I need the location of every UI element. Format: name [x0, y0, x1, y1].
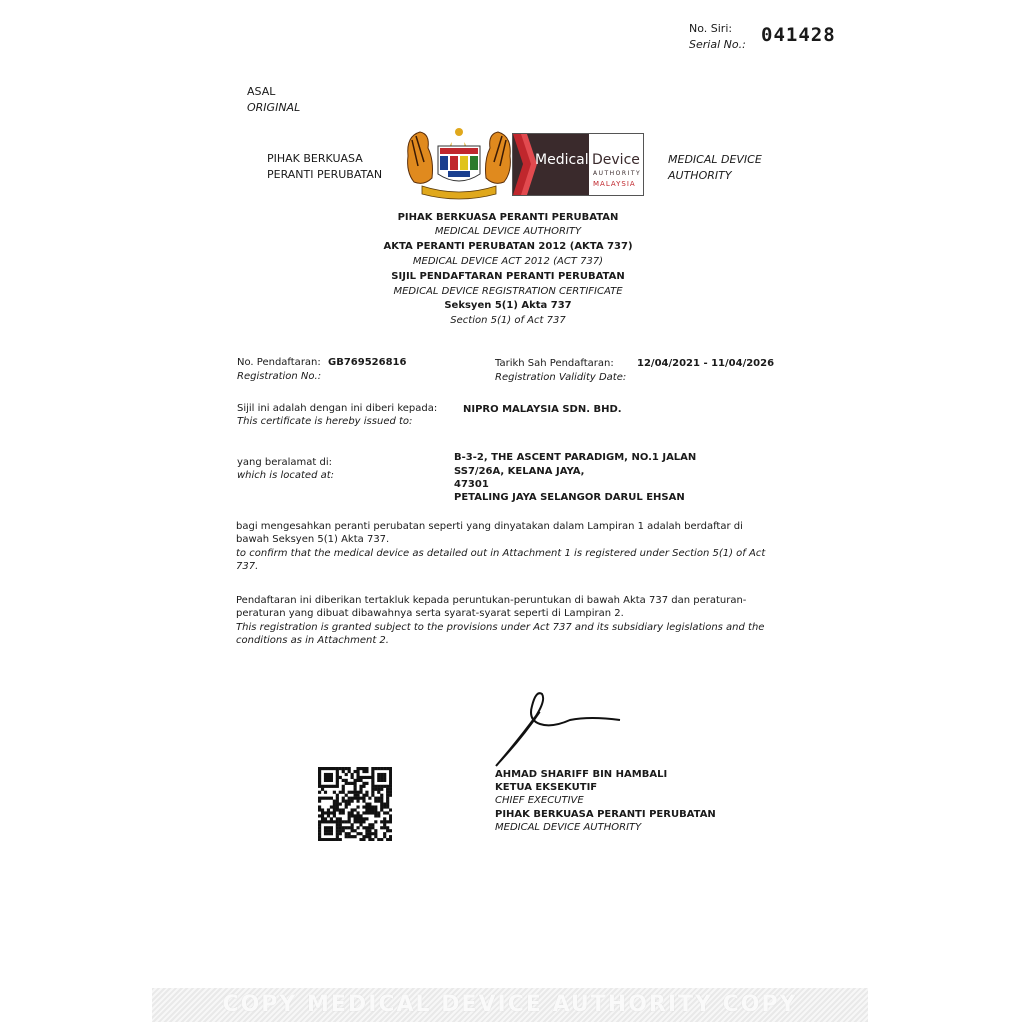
mda-logo-medical: Medical [535, 152, 589, 168]
signatory-org-ms: PIHAK BERKUASA PERANTI PERUBATAN [495, 809, 716, 820]
serial-number: 041428 [761, 24, 836, 46]
mda-logo [512, 133, 644, 196]
copy-type-en: ORIGINAL [247, 101, 301, 114]
title-line-3: AKTA PERANTI PERUBATAN 2012 (AKTA 737) [383, 241, 633, 252]
registration-label-en: Registration No.: [237, 371, 322, 382]
issued-to-label-ms: Sijil ini adalah dengan ini diberi kepada: [237, 403, 438, 414]
para2-en-line2: conditions as in Attachment 2. [236, 635, 389, 646]
address-line-4: PETALING JAYA SELANGOR DARUL EHSAN [454, 492, 685, 503]
signature-icon [490, 688, 630, 770]
title-line-5: SIJIL PENDAFTARAN PERANTI PERUBATAN [391, 271, 625, 282]
registration-label-ms: No. Pendaftaran: [237, 357, 321, 368]
watermark-banner: COPY MEDICAL DEVICE AUTHORITY COPY [152, 988, 868, 1022]
mda-logo-device: Device [592, 152, 640, 168]
issued-to-label-en: This certificate is hereby issued to: [237, 416, 413, 427]
title-line-8: Section 5(1) of Act 737 [450, 315, 566, 326]
qr-code[interactable] [318, 767, 392, 841]
para1-en-line1: to confirm that the medical device as detailed out in Attachment 1 is registered under Section 5(1) of Act [236, 548, 766, 559]
validity-label-en: Registration Validity Date: [495, 372, 627, 383]
header-left-line1: PIHAK BERKUASA [267, 152, 363, 165]
title-line-7: Seksyen 5(1) Akta 737 [444, 300, 572, 311]
signatory-org-en: MEDICAL DEVICE AUTHORITY [495, 822, 642, 833]
malaysia-coat-of-arms-icon [404, 126, 514, 200]
address-line-1: B-3-2, THE ASCENT PARADIGM, NO.1 JALAN [454, 452, 697, 463]
para1-ms-line1: bagi mengesahkan peranti perubatan seperti yang dinyatakan dalam Lampiran 1 adalah berdaftar di [236, 521, 743, 532]
para2-ms-line1: Pendaftaran ini diberikan tertakluk kepada peruntukan-peruntukan di bawah Akta 737 dan peraturan- [236, 595, 747, 606]
header-right-line2: AUTHORITY [668, 169, 732, 182]
mda-logo-country: MALAYSIA [593, 180, 636, 188]
header-right-line1: MEDICAL DEVICE [668, 153, 762, 166]
serial-label-ms: No. Siri: [689, 22, 733, 35]
title-line-4: MEDICAL DEVICE ACT 2012 (ACT 737) [412, 256, 604, 267]
validity-label-ms: Tarikh Sah Pendaftaran: [495, 358, 614, 369]
company-name: NIPRO MALAYSIA SDN. BHD. [463, 404, 622, 415]
signatory-name: AHMAD SHARIFF BIN HAMBALI [495, 769, 668, 780]
mda-logo-authority: AUTHORITY [593, 170, 642, 177]
para2-en-line1: This registration is granted subject to the provisions under Act 737 and its subsidiary legislations and the [236, 622, 765, 633]
validity-date: 12/04/2021 - 11/04/2026 [637, 358, 775, 369]
title-line-1: PIHAK BERKUASA PERANTI PERUBATAN [397, 212, 619, 223]
para1-en-line2: 737. [236, 561, 259, 572]
para2-ms-line2: peraturan yang dibuat dibawahnya serta syarat-syarat seperti di Lampiran 2. [236, 608, 624, 619]
address-label-en: which is located at: [237, 470, 335, 481]
title-line-6: MEDICAL DEVICE REGISTRATION CERTIFICATE [393, 286, 623, 297]
signatory-title-ms: KETUA EKSEKUTIF [495, 782, 598, 793]
address-line-2: SS7/26A, KELANA JAYA, [454, 466, 585, 477]
copy-type-ms: ASAL [247, 85, 276, 98]
registration-number: GB769526816 [328, 357, 407, 368]
header-left-line2: PERANTI PERUBATAN [267, 168, 383, 181]
address-line-3: 47301 [454, 479, 489, 490]
para1-ms-line2: bawah Seksyen 5(1) Akta 737. [236, 534, 390, 545]
serial-label-en: Serial No.: [689, 38, 746, 51]
signatory-title-en: CHIEF EXECUTIVE [495, 795, 584, 806]
title-line-2: MEDICAL DEVICE AUTHORITY [434, 226, 582, 237]
address-label-ms: yang beralamat di: [237, 457, 333, 468]
